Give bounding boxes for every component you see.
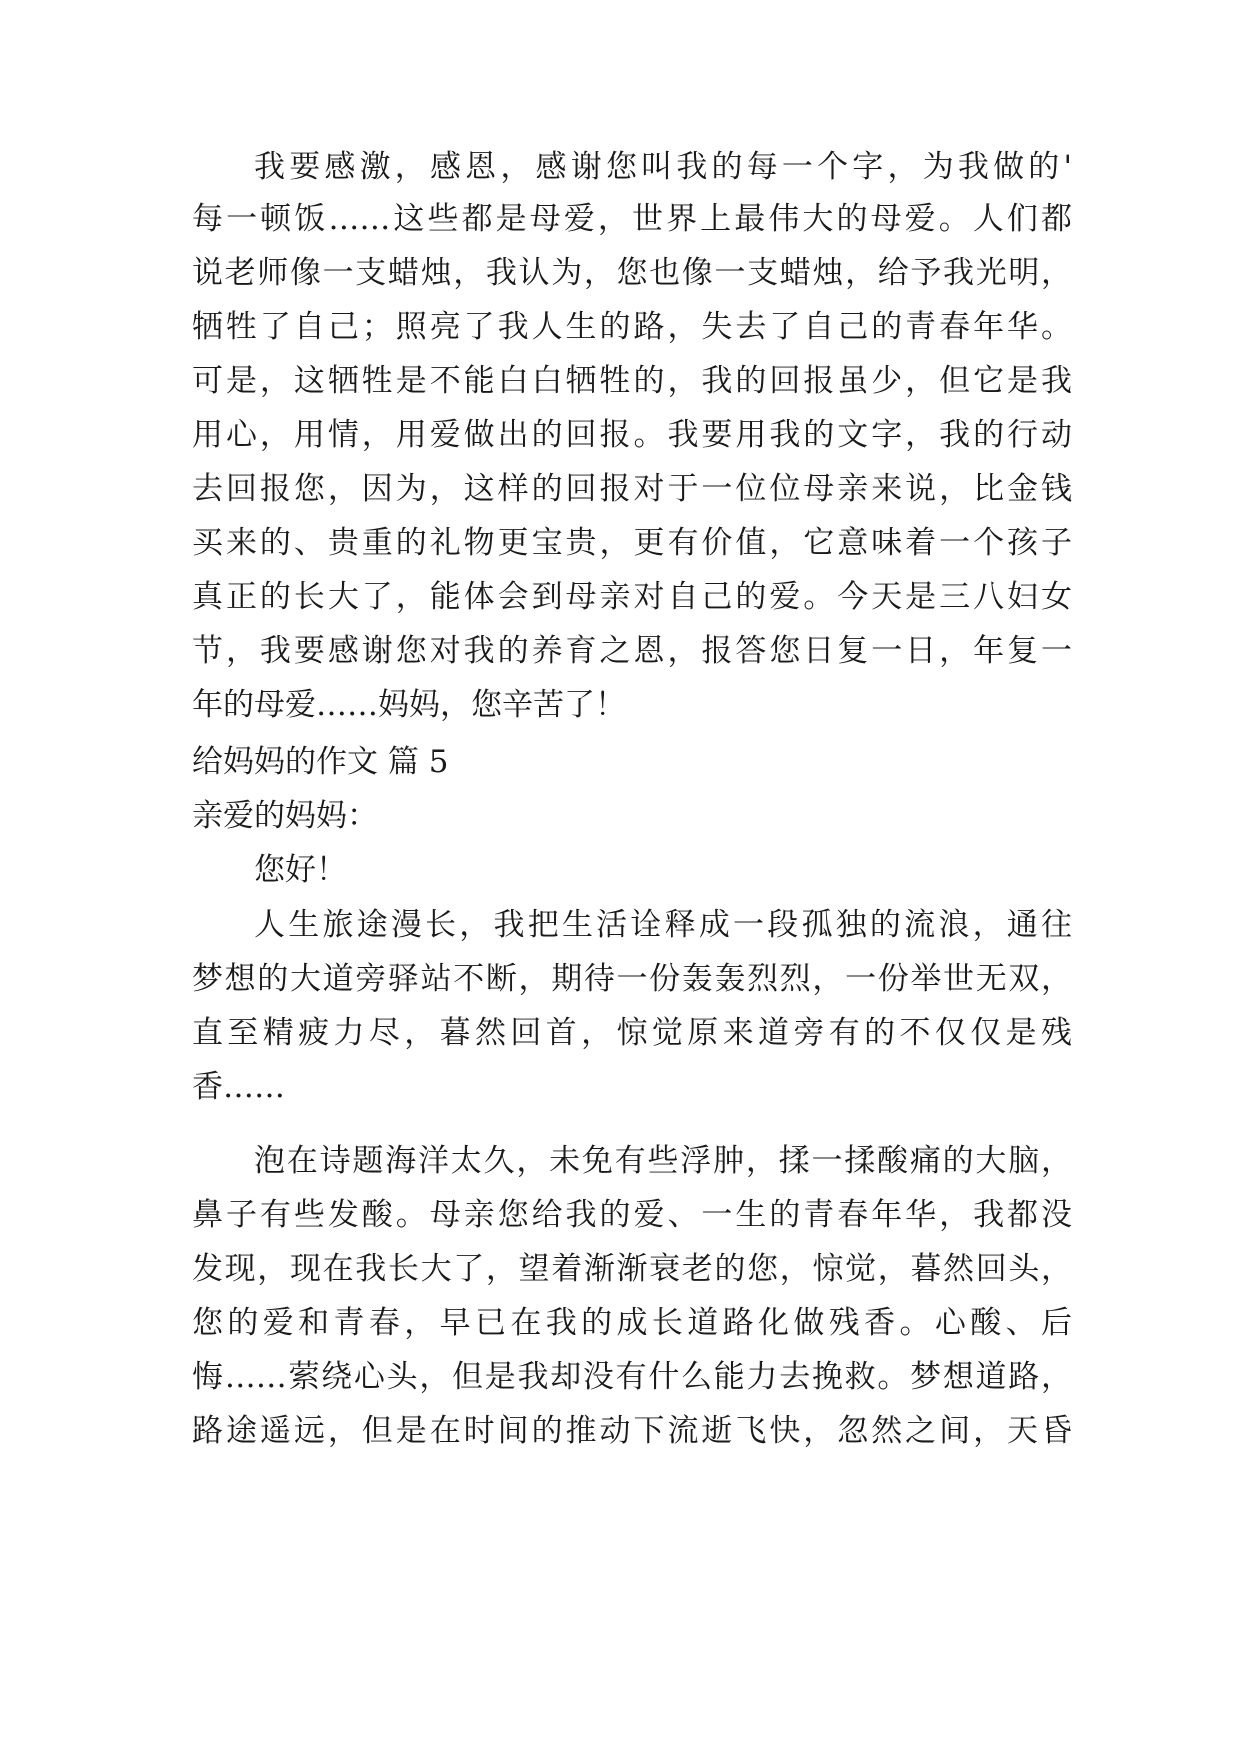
paragraph-1-line: 去回报您，因为，这样的回报对于一位位母亲来说，比金钱 — [192, 471, 1072, 507]
essay-heading: 给妈妈的作文 篇 5 — [192, 744, 449, 780]
paragraph-1-line: 真正的长大了，能体会到母亲对自己的爱。今天是三八妇女 — [192, 579, 1072, 615]
paragraph-1-line: 节，我要感谢您对我的养育之恩，报答您日复一日，年复一 — [192, 633, 1072, 669]
paragraph-1-line: 说老师像一支蜡烛，我认为，您也像一支蜡烛，给予我光明， — [192, 255, 1072, 291]
paragraph-3-line: 泡在诗题海洋太久，未免有些浮肿，揉一揉酸痛的大脑， — [254, 1143, 1072, 1179]
paragraph-2-line: 香…… — [192, 1069, 285, 1105]
paragraph-1-line: 我要感激，感恩，感谢您叫我的每一个字，为我做的' — [254, 149, 1072, 185]
paragraph-2-line: 直至精疲力尽，暮然回首，惊觉原来道旁有的不仅仅是残 — [192, 1015, 1072, 1051]
paragraph-1-line: 牺牲了自己；照亮了我人生的路，失去了自己的青春年华。 — [192, 309, 1072, 345]
paragraph-3-line: 悔……萦绕心头，但是我却没有什么能力去挽救。梦想道路， — [192, 1359, 1072, 1395]
paragraph-1-line: 每一顿饭……这些都是母爱，世界上最伟大的母爱。人们都 — [192, 201, 1072, 237]
paragraph-1-line: 可是，这牺牲是不能白白牺牲的，我的回报虽少，但它是我 — [192, 363, 1072, 399]
paragraph-2-line: 梦想的大道旁驿站不断，期待一份轰轰烈烈，一份举世无双， — [192, 961, 1072, 997]
paragraph-3-line: 您的爱和青春，早已在我的成长道路化做残香。心酸、后 — [192, 1305, 1072, 1341]
paragraph-3-line: 鼻子有些发酸。母亲您给我的爱、一生的青春年华，我都没 — [192, 1197, 1072, 1233]
paragraph-1-line: 用心，用情，用爱做出的回报。我要用我的文字，我的行动 — [192, 417, 1072, 453]
salutation: 亲爱的妈妈： — [192, 798, 378, 834]
paragraph-3-line: 发现，现在我长大了，望着渐渐衰老的您，惊觉，暮然回头， — [192, 1251, 1072, 1287]
greeting: 您好！ — [254, 852, 347, 888]
paragraph-3-line: 路途遥远，但是在时间的推动下流逝飞快，忽然之间，天昏 — [192, 1413, 1072, 1449]
paragraph-2-line: 人生旅途漫长，我把生活诠释成一段孤独的流浪，通往 — [254, 907, 1072, 943]
paragraph-1-line: 买来的、贵重的礼物更宝贵，更有价值，它意味着一个孩子 — [192, 525, 1072, 561]
paragraph-1-line: 年的母爱……妈妈，您辛苦了！ — [192, 687, 626, 723]
